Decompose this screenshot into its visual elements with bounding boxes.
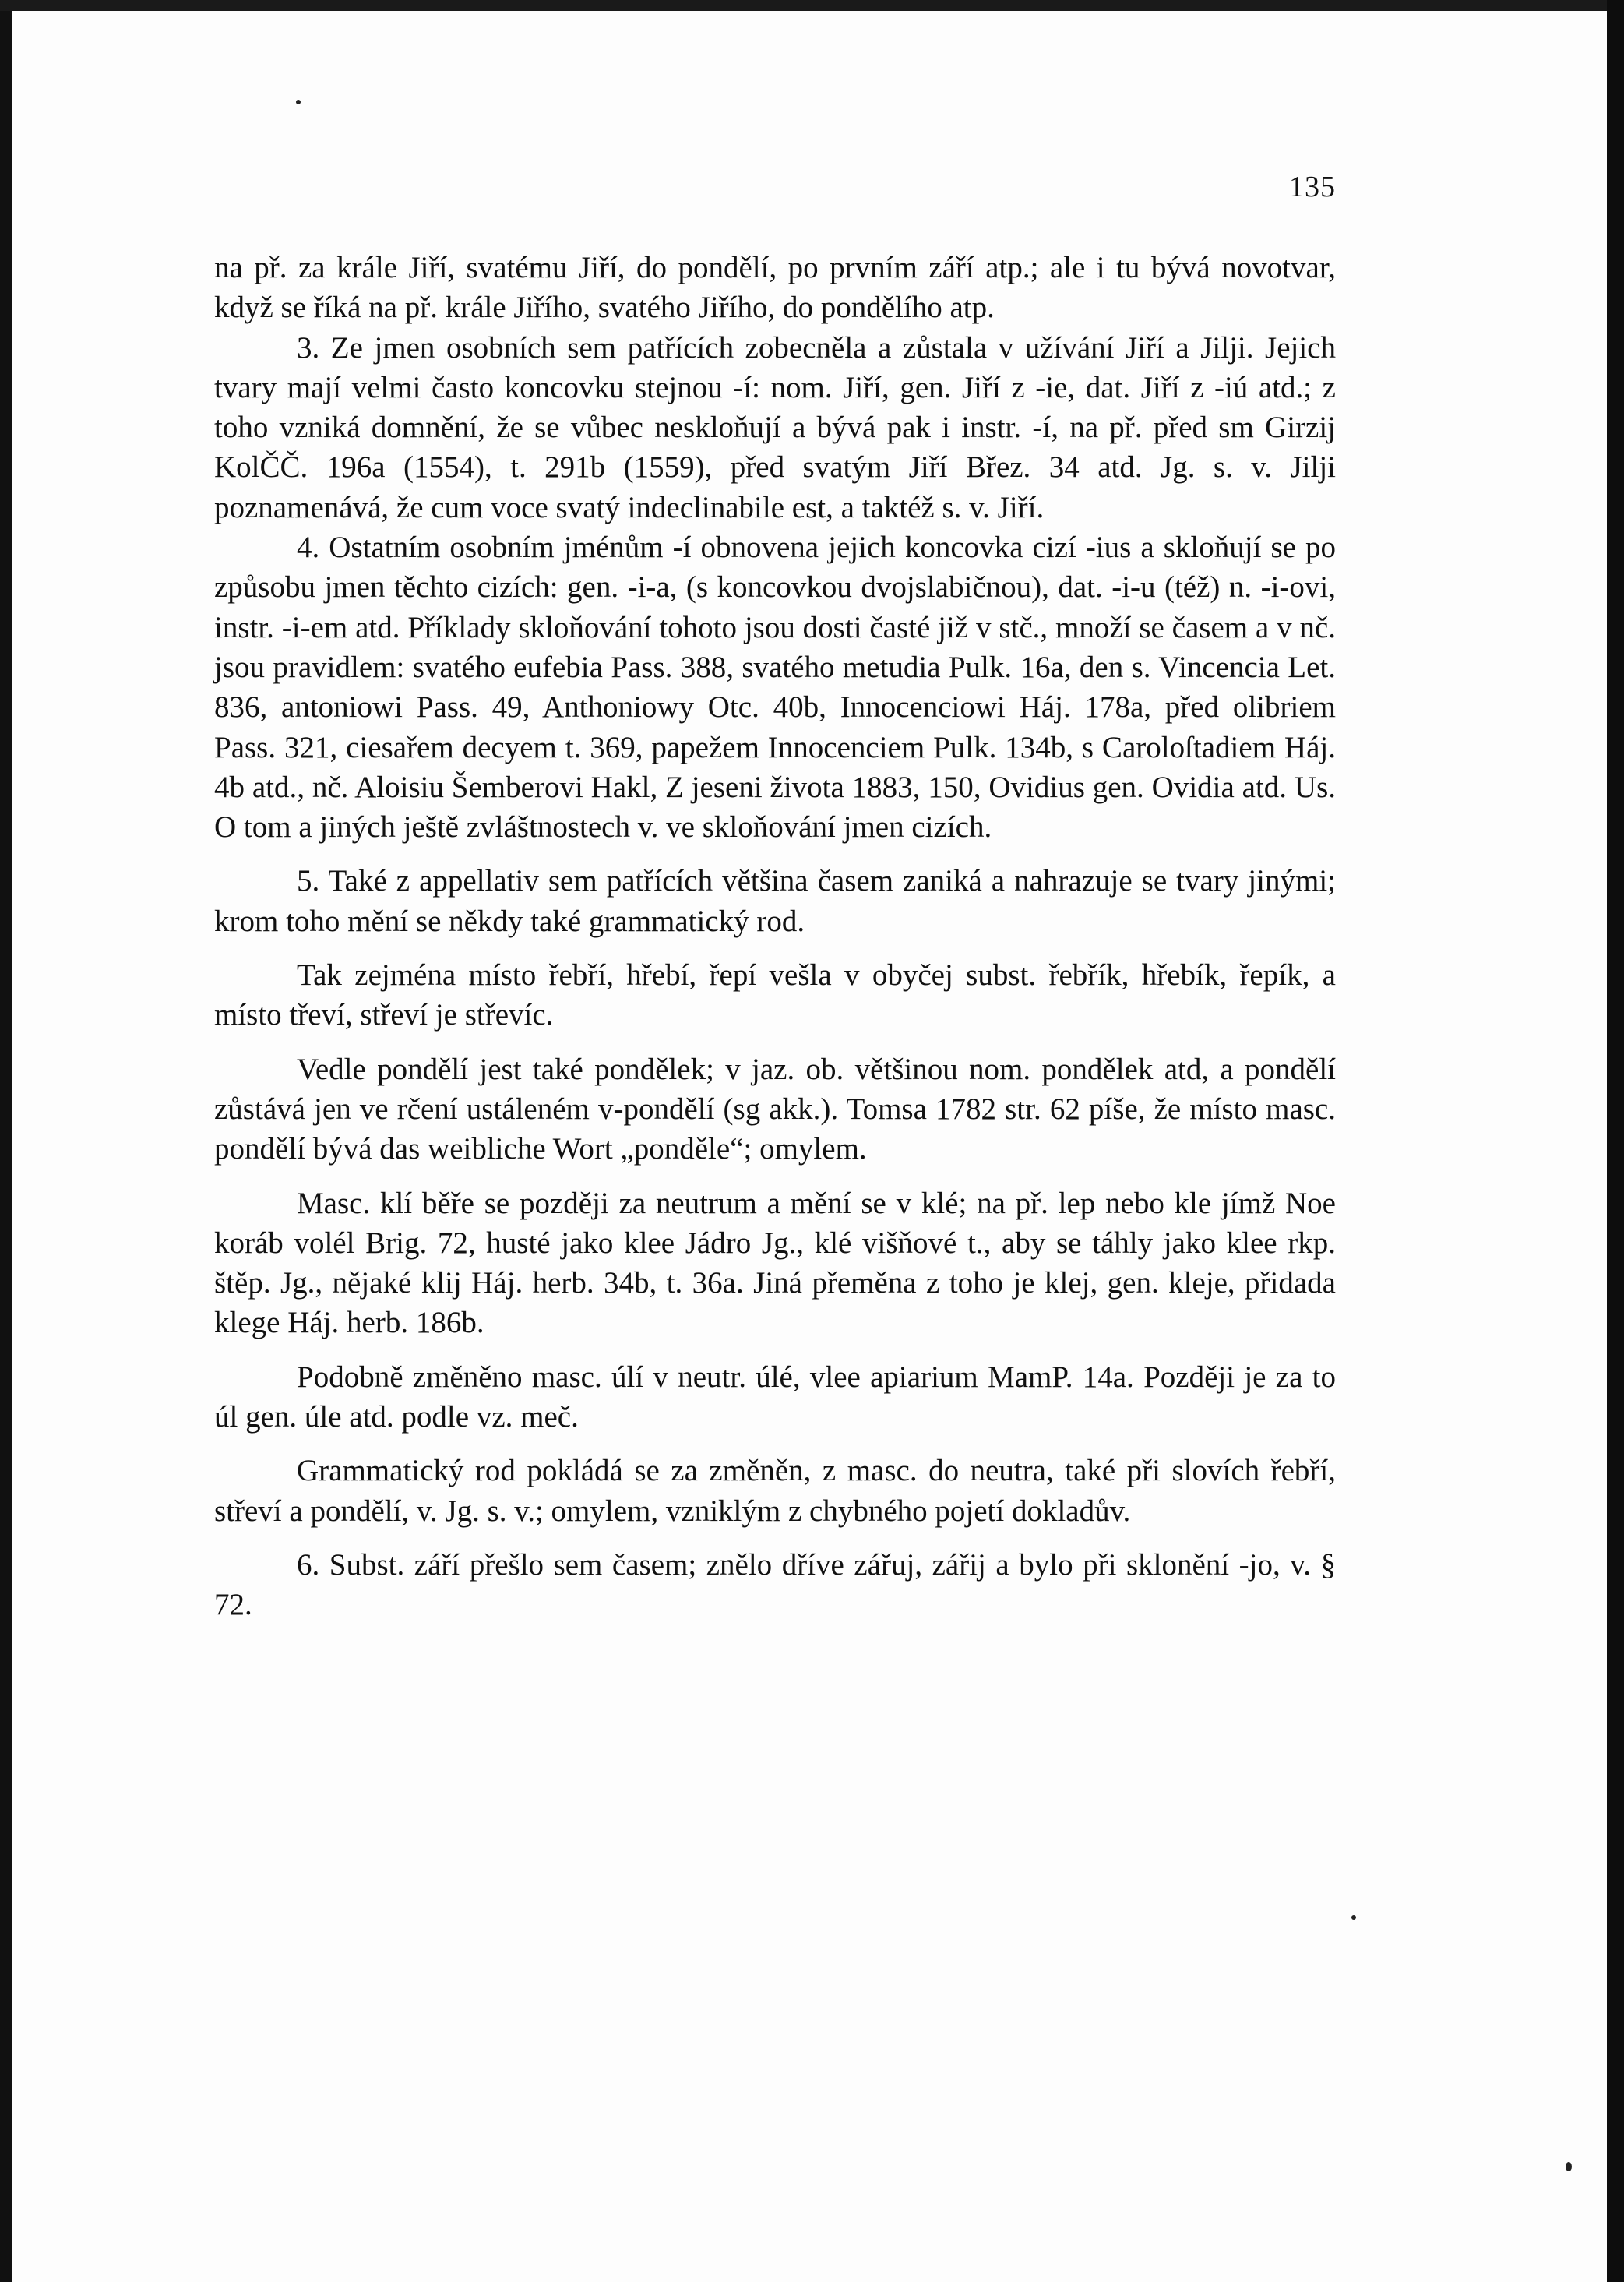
paragraph-7: Masc. klí běře se později za neutrum a mění se v klé; na př. lep nebo kle jímž Noe koráb volél Brig. 72, husté jako klee Jádro Jg., klé višňové t., aby se táhly jako klee rkp. štěp. Jg., nějaké klij Háj. herb. 34b, t. 36a. Jiná přeměna z toho je klej, gen. kleje, přidada klege Háj. herb. 186b. — [214, 1186, 1336, 1340]
paragraph-9: Grammatický rod pokládá se za změněn, z masc. do neutra, také při slovích řebří, střeví a pondělí, v. Jg. s. v.; omylem, vzniklým z chybného pojetí dokladův. — [214, 1454, 1336, 1528]
body-text — [214, 248, 1336, 1625]
scan-edge-right — [1607, 0, 1624, 2282]
paragraph-3: 4. Ostatním osobním jménům -í obnovena jejich koncovka cizí -ius a skloňují se po způsobu jmen těchto cizích: gen. -i-a, (s koncovkou dvojslabičnou), dat. -i-u (též) n. -i-ovi, instr. -i-em atd. Příklady skloňování tohoto jsou dosti časté již v stč., množí se časem a v nč. jsou pravidlem: svatého eufebia Pass. 388, svatého metudia Pulk. 16a, den s. Vincencia Let. 836, antoniowi Pass. 49, Anthoniowy Otc. 40b, Innocenciowi Háj. 178a, před olibriem Pass. 321, ciesařem decyem t. 369, papežem Innocenciem Pulk. 134b, s Caroloſtadiem Háj. 4b atd., nč. Aloisiu Šemberovi Hakl, Z jeseni života 1883, 150, Ovidius gen. Ovidia atd. Us. O tom a jiných ještě zvláštnostech v. ve skloňování jmen cizích. — [214, 531, 1336, 845]
paragraph-5: Tak zejména místo řebří, hřebí, řepí vešla v obyčej subst. řebřík, hřebík, řepík, a místo třeví, střeví je střevíc. — [214, 958, 1336, 1032]
paragraph-1: na př. za krále Jiří, svatému Jiří, do pondělí, po prvním září atp.; ale i tu bývá novotvar, když se říká na př. krále Jiřího, svatého Jiřího, do pondělího atp. — [214, 251, 1336, 325]
scan-edge-top — [0, 0, 1624, 11]
paragraph-4: 5. Také z appellativ sem patřících většina časem zaniká a nahrazuje se tvary jinými; krom toho mění se někdy také grammatický rod. — [214, 864, 1336, 938]
scan-speck — [1351, 1915, 1356, 1920]
paragraph-2: 3. Ze jmen osobních sem patřících zobecněla a zůstala v užívání Jiří a Jilji. Jejich tvary mají velmi často koncovku stejnou -í: nom. Jiří, gen. Jiří z -ie, dat. Jiří z -iú atd.; z toho vzniká domnění, že se vůbec neskloňují a bývá pak i instr. -í, na př. před sm Girzij KolČČ. 196a (1554), t. 291b (1559), před svatým Jiří Břez. 34 atd. Jg. s. v. Jilji poznamenává, že cum voce svatý indeclinabile est, a taktéž s. v. Jiří. — [214, 330, 1336, 524]
scan-speck — [296, 100, 301, 104]
paragraph-6: Vedle pondělí jest také pondělek; v jaz. ob. většinou nom. pondělek atd, a pondělí zůstává jen ve rčení ustáleném v-pondělí (sg akk.). Tomsa 1782 str. 62 píše, že místo masc. pondělí bývá das weibliche Wort „ponděle“; omylem. — [214, 1052, 1336, 1166]
page-number: 135 — [1289, 171, 1336, 203]
scan-edge-left — [0, 0, 12, 2282]
paragraph-10: 6. Subst. září přešlo sem časem; znělo dříve zářuj, zářij a bylo při sklonění -jo, v. § 72. — [214, 1547, 1336, 1622]
paragraph-8: Podobně změněno masc. úlí v neutr. úlé, vlee apiarium MamP. 14a. Později je za to úl gen. úle atd. podle vz. meč. — [214, 1360, 1336, 1434]
scan-speck — [1566, 2162, 1572, 2171]
